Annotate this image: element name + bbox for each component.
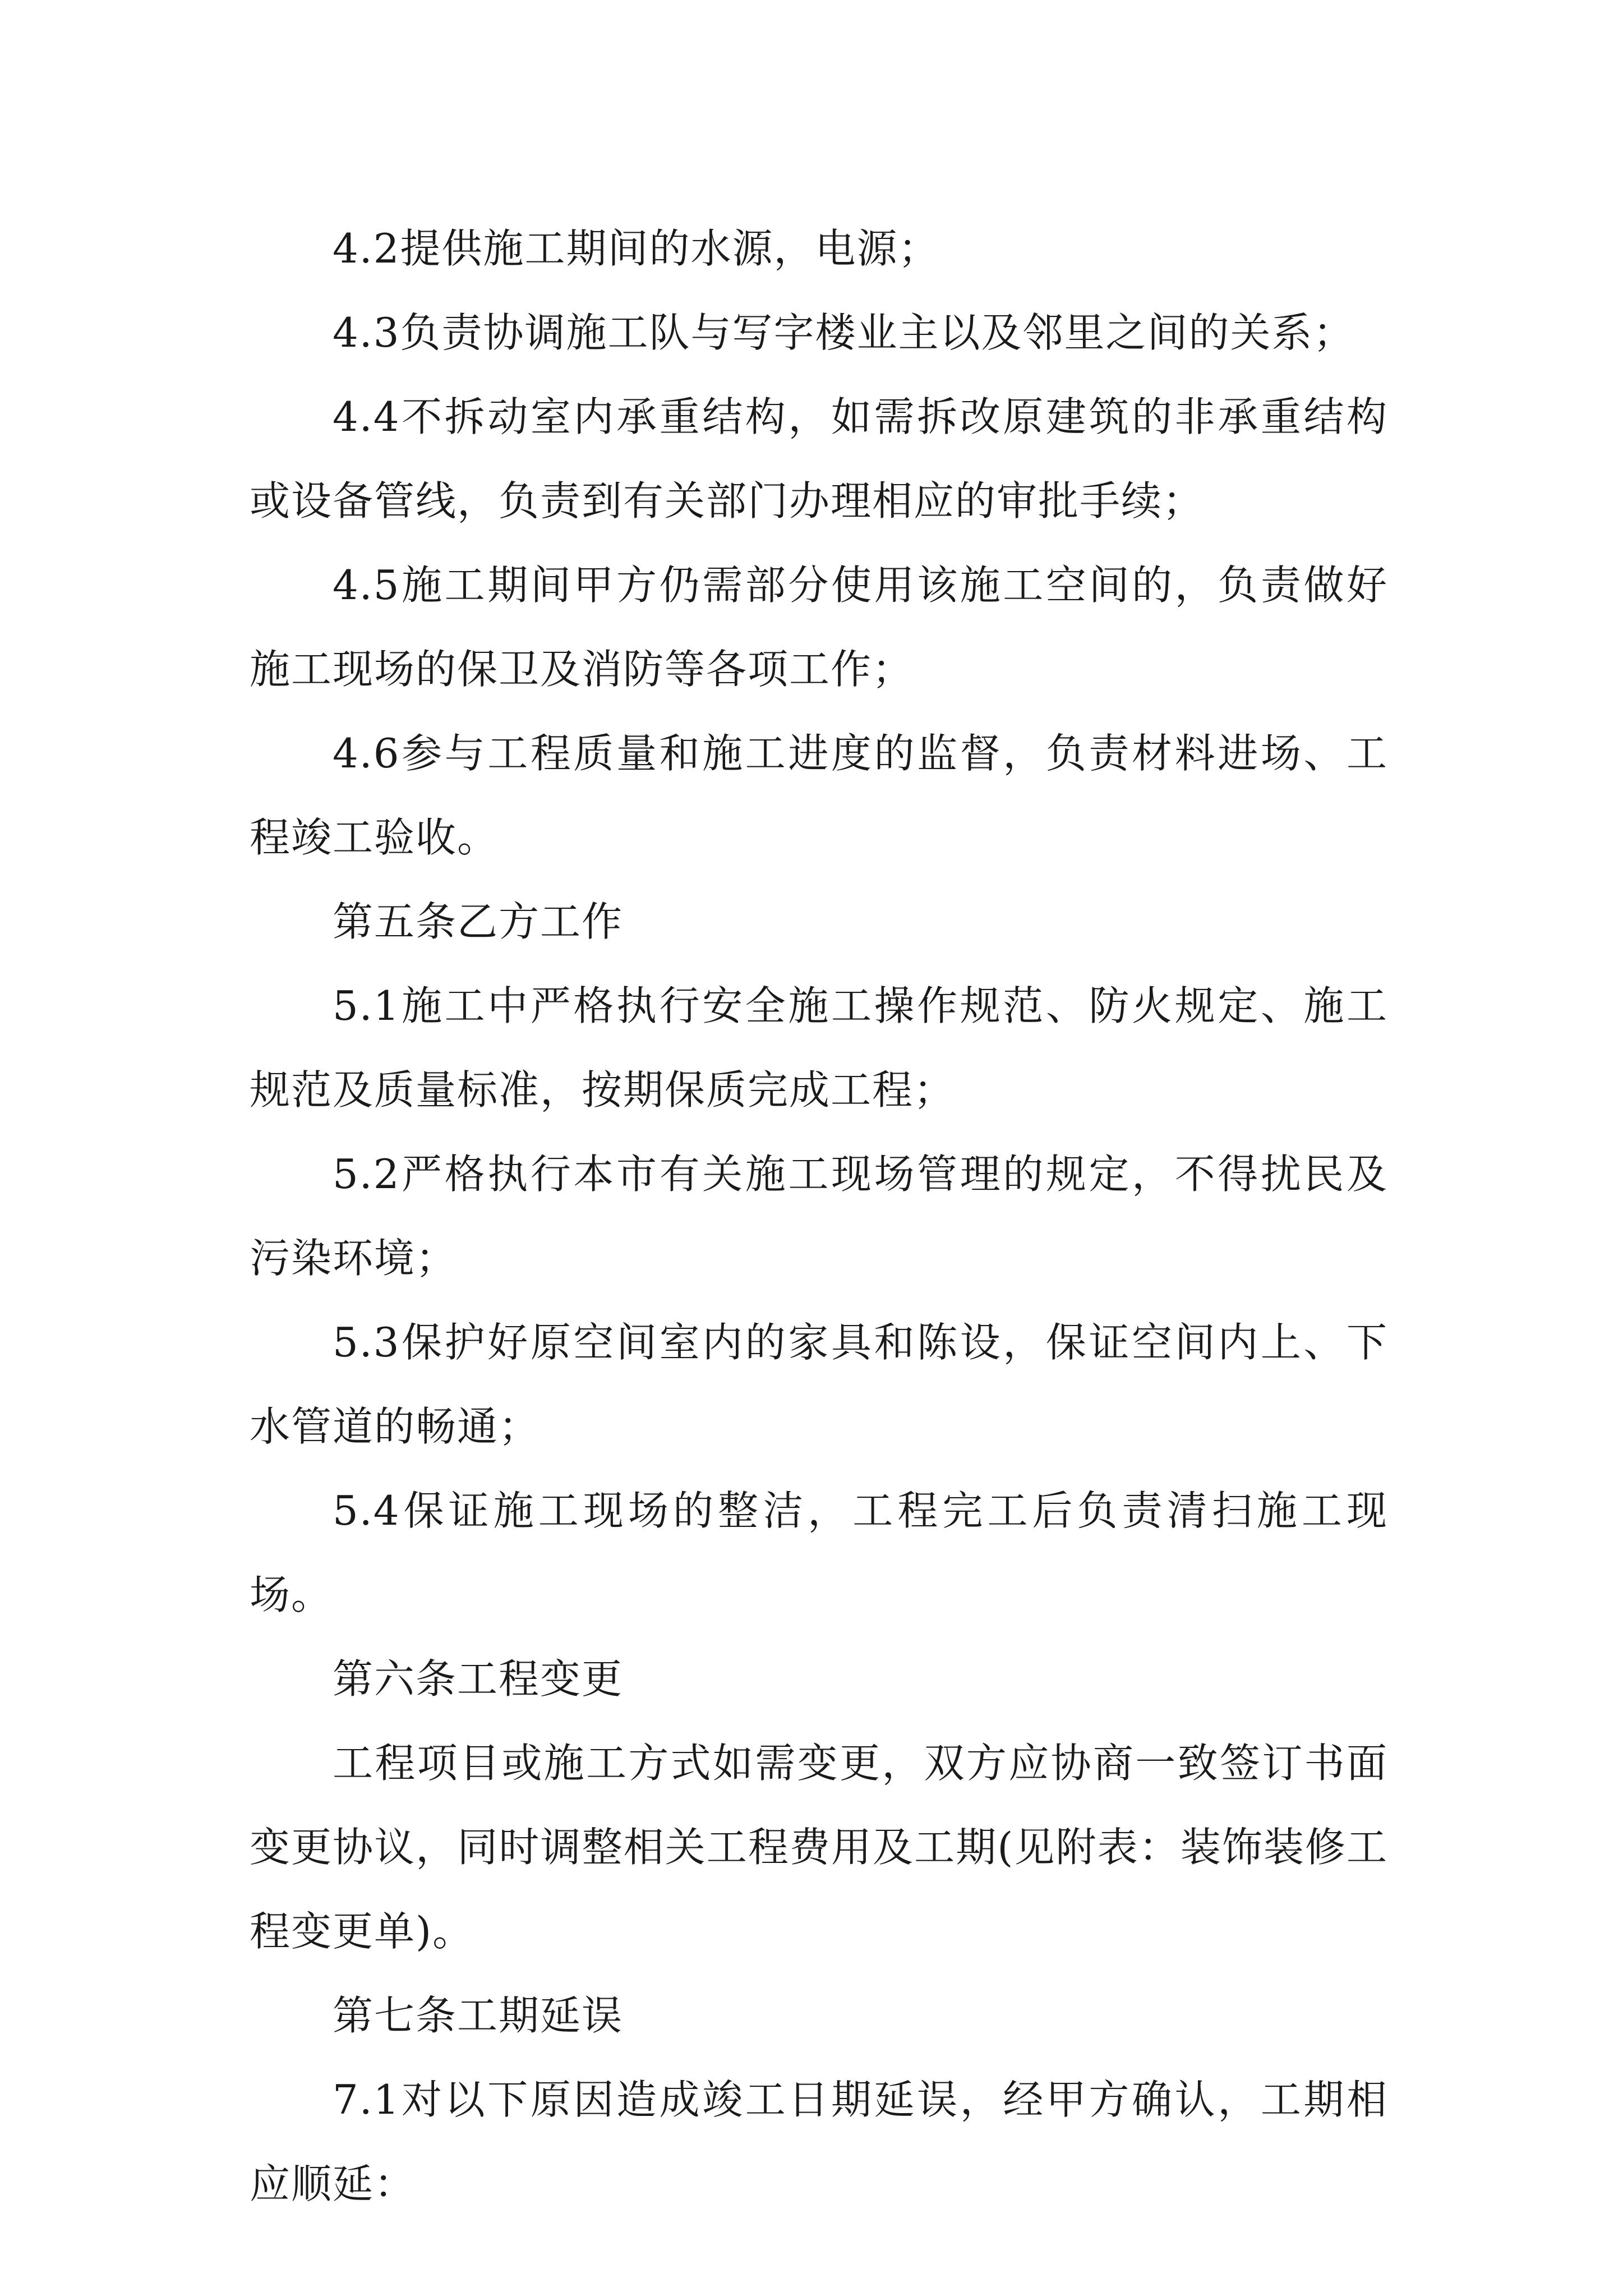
- article-6-heading: 第六条工程变更: [333, 1655, 624, 1703]
- clause-4-6: 4.6参与工程质量和施工进度的监督，负责材料进场、工程竣工验收。: [250, 730, 1388, 861]
- clause-5-1: 5.1施工中严格执行安全施工操作规范、防火规定、施工规范及质量标准，按期保质完成工程；: [250, 982, 1388, 1114]
- article-7-heading: 第七条工期延误: [333, 1992, 624, 2039]
- article-5-heading: 第五条乙方工作: [333, 898, 624, 945]
- clause-4-2: 4.2提供施工期间的水源，电源；: [333, 225, 940, 272]
- clause-4-5: 4.5施工期间甲方仍需部分使用该施工空间的，负责做好施工现场的保卫及消防等各项工作；: [250, 562, 1388, 693]
- clause-4-3: 4.3负责协调施工队与写字楼业主以及邻里之间的关系；: [333, 309, 1355, 356]
- document-body: [250, 206, 1388, 2226]
- clause-4-4: 4.4不拆动室内承重结构，如需拆改原建筑的非承重结构或设备管线，负责到有关部门办理相应的审批手续；: [250, 393, 1388, 524]
- article-6-body: 工程项目或施工方式如需变更，双方应协商一致签订书面变更协议，同时调整相关工程费用及工期(见附表：装饰装修工程变更单)。: [250, 1740, 1388, 1955]
- clause-5-2: 5.2严格执行本市有关施工现场管理的规定，不得扰民及污染环境；: [250, 1151, 1388, 1282]
- clause-7-1: 7.1对以下原因造成竣工日期延误，经甲方确认，工期相应顺延：: [250, 2076, 1388, 2207]
- clause-5-4: 5.4保证施工现场的整洁，工程完工后负责清扫施工现场。: [250, 1487, 1388, 1618]
- clause-5-3: 5.3保护好原空间室内的家具和陈设，保证空间内上、下水管道的畅通；: [250, 1319, 1388, 1450]
